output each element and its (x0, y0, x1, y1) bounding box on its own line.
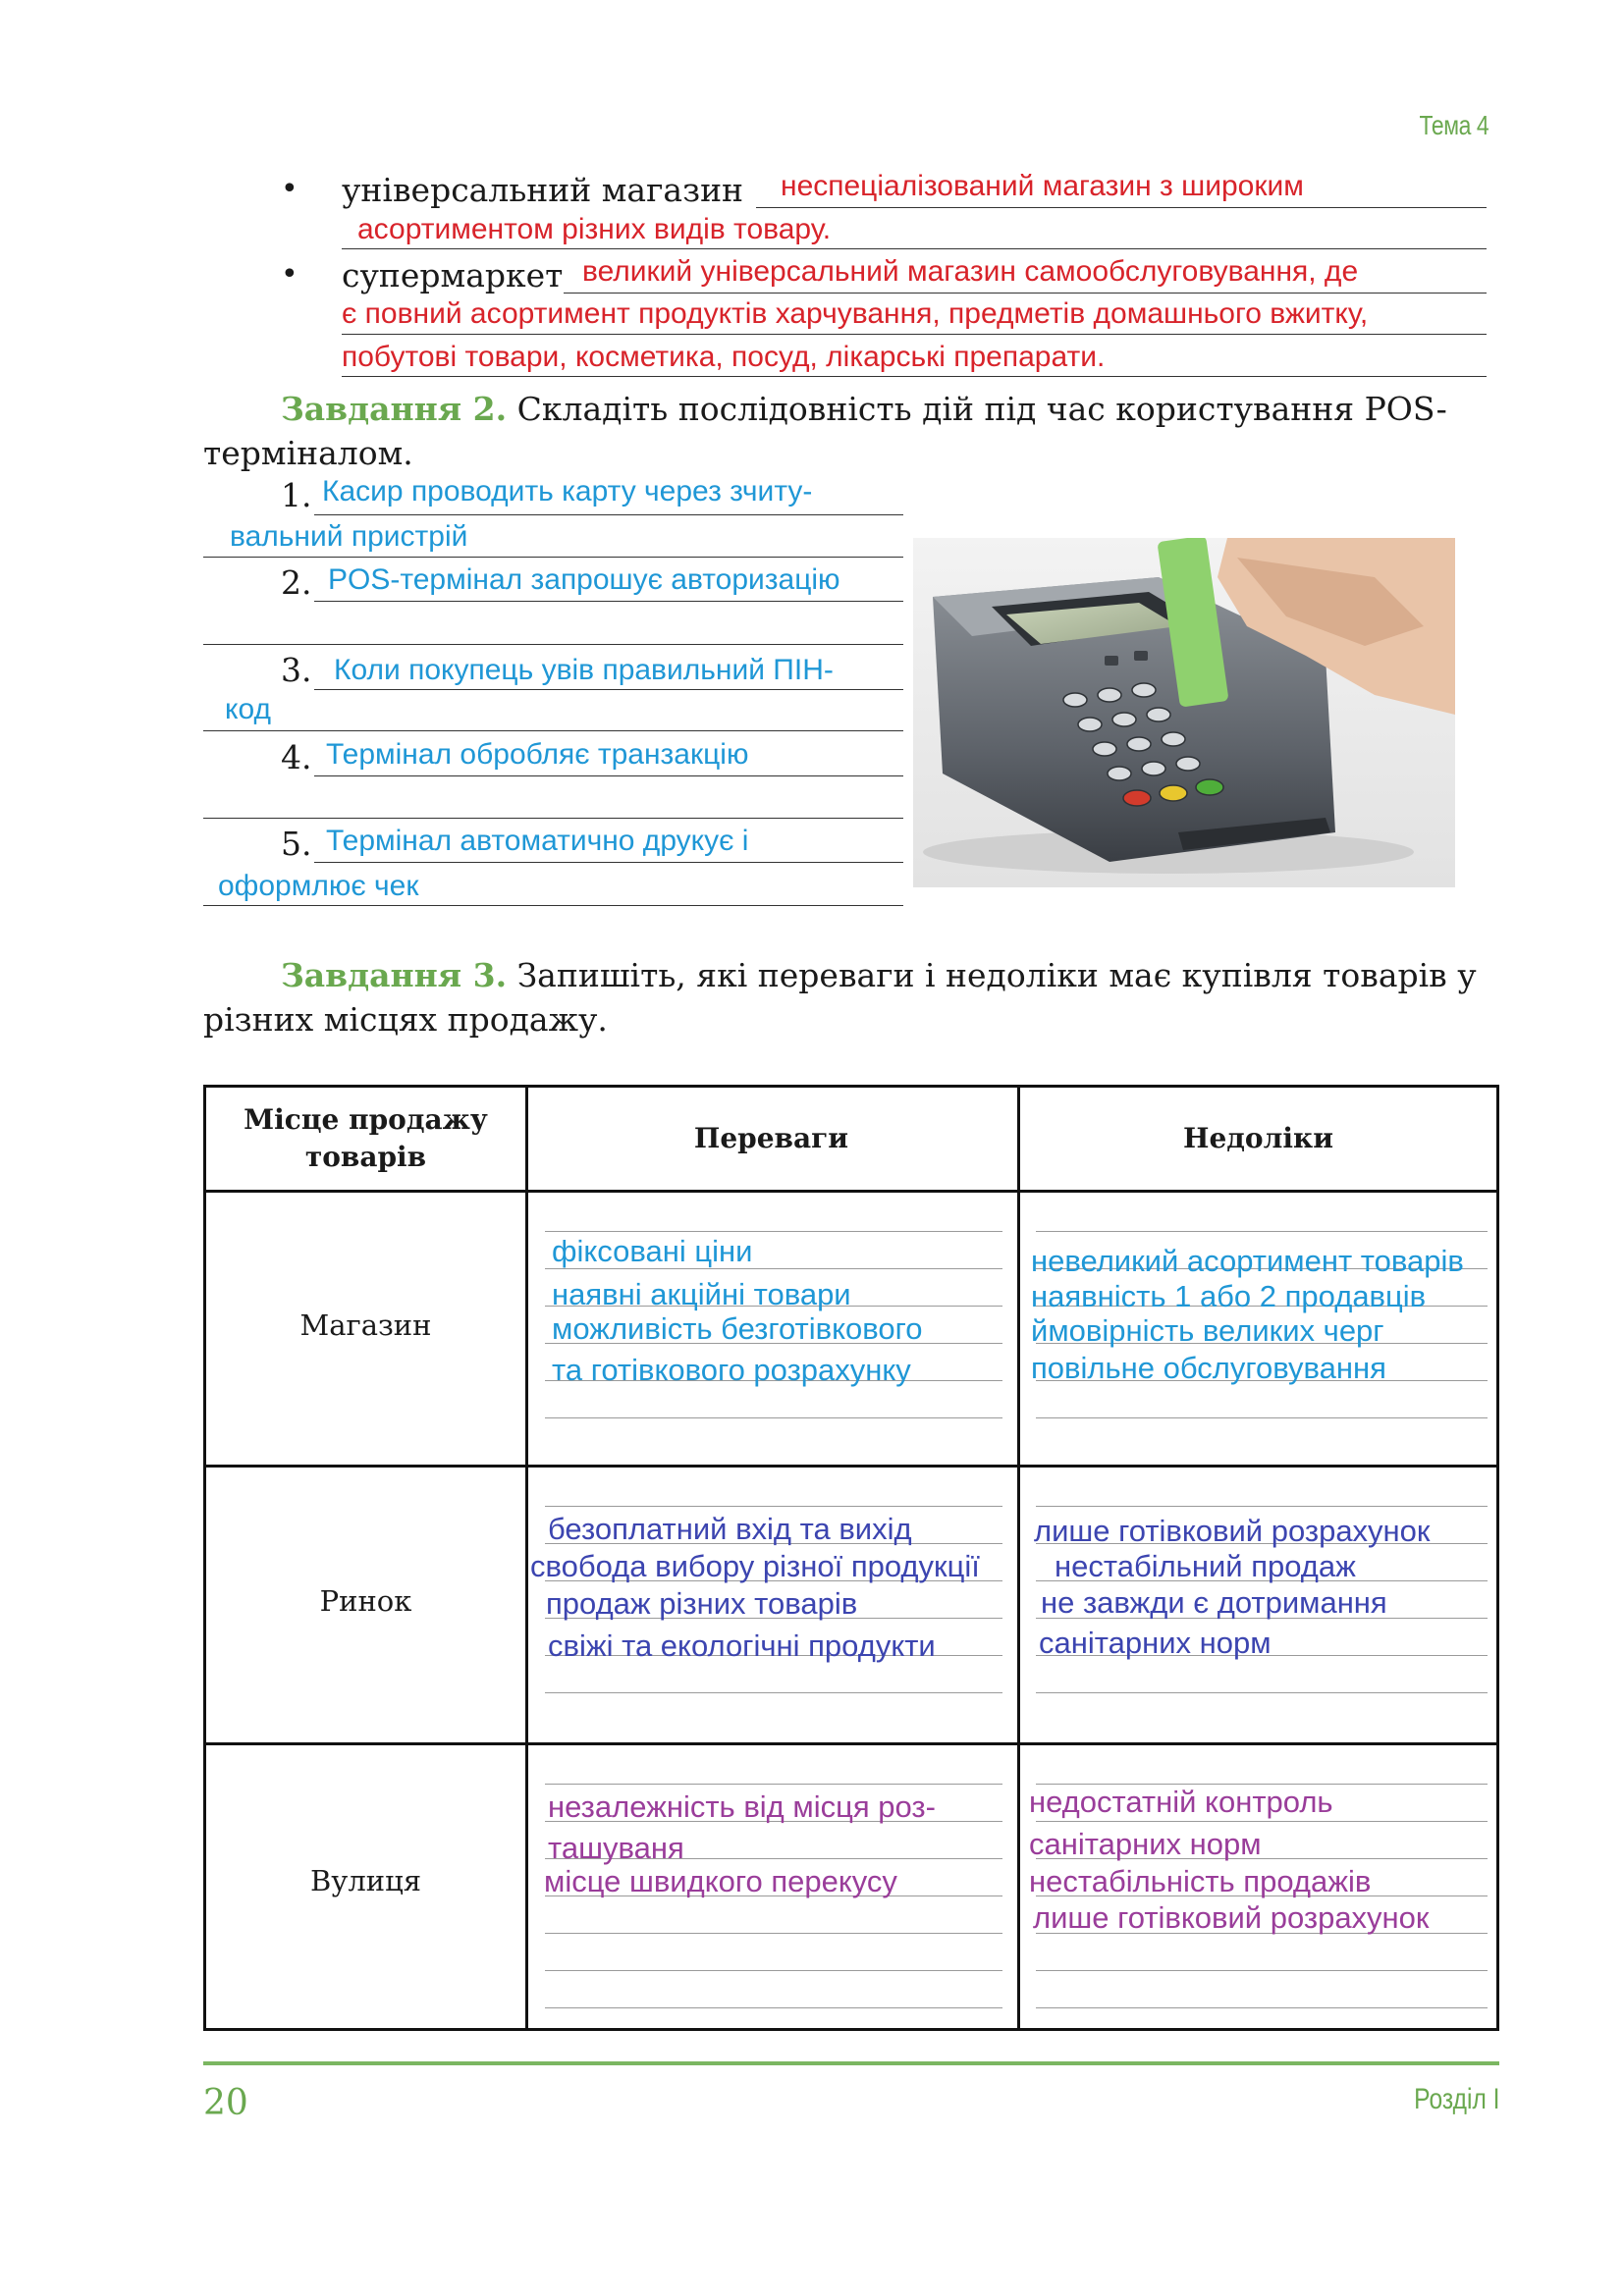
step-5-line-2: оформлює чек (218, 870, 419, 902)
table-divider (206, 1742, 1496, 1745)
answer-line (342, 376, 1487, 377)
task2-label: Завдання 2. (281, 390, 508, 428)
writing-line (1036, 1231, 1488, 1232)
step-1-line-2: вальний пристрій (230, 520, 468, 553)
task3-text (281, 954, 1498, 997)
store-disadvantage: наявність 1 або 2 продавців (1031, 1279, 1427, 1313)
store-advantage: можливість безготівкового (552, 1311, 923, 1346)
store-disadvantage: повільне обслуговування (1031, 1351, 1386, 1385)
street-advantage: місце швидкого перекусу (544, 1864, 897, 1898)
market-disadvantage: нестабільний продаж (1055, 1549, 1356, 1583)
table-divider (206, 1190, 1496, 1193)
writing-line (1036, 1417, 1488, 1418)
writing-line (1036, 1692, 1488, 1693)
task2-text (281, 388, 1498, 431)
section-label: Розділ I (1413, 2083, 1499, 2115)
task3-instruction: Запишіть, які переваги і недоліки має купівля товарів у (516, 956, 1477, 994)
header-disadvantages: Недоліки (1183, 1122, 1333, 1154)
task2-instruction: Складіть послідовність дій під час користування POS- (516, 390, 1447, 428)
answer-line (314, 514, 903, 515)
table-divider (1017, 1088, 1020, 2028)
bullet: • (281, 257, 298, 292)
task2-instruction-cont: терміналом. (203, 434, 413, 472)
step-3-line-1: Коли покупець увів правильний ПІН- (334, 654, 834, 686)
task3-label: Завдання 3. (281, 956, 508, 994)
answer-line (203, 905, 903, 906)
step-2-line-1: POS-термінал запрошує авторизацію (328, 563, 840, 596)
market-advantage: продаж різних товарів (546, 1586, 858, 1621)
header-place-line-2: товарів (304, 1141, 427, 1173)
store-advantage: та готівкового розрахунку (552, 1353, 911, 1387)
topic-label: Тема 4 (1419, 110, 1489, 140)
answer-line (203, 818, 903, 819)
step-5-line-1: Термінал автоматично друкує і (326, 825, 749, 857)
page-number: 20 (203, 2083, 248, 2123)
term-universal-store: універсальний магазин (342, 171, 744, 209)
answer-line (314, 601, 903, 602)
header-place (206, 1101, 525, 1176)
writing-line (545, 1506, 1002, 1507)
answer-supermarket-1: великий універсальний магазин самообслуговування, де (582, 255, 1359, 288)
market-disadvantage: лише готівковий розрахунок (1034, 1514, 1431, 1548)
market-disadvantage: санітарних норм (1039, 1626, 1272, 1660)
answer-line (314, 775, 903, 776)
row-label-store: Магазин (299, 1308, 432, 1342)
answer-universal-2: асортиментом різних видів товару. (357, 213, 832, 245)
answer-universal-1: неспеціалізований магазин з широким (781, 170, 1304, 202)
term-supermarket: супермаркет (342, 256, 564, 294)
comparison-table (203, 1085, 1499, 2031)
step-number: 1. (281, 476, 312, 514)
writing-line (1036, 1970, 1488, 1971)
street-advantage: ташуваня (548, 1831, 684, 1865)
writing-line (545, 1417, 1002, 1418)
writing-line (545, 1933, 1002, 1934)
store-disadvantage: ймовірність великих черг (1031, 1313, 1384, 1348)
step-number: 3. (281, 651, 312, 689)
row-label-street: Вулиця (309, 1864, 422, 1897)
market-disadvantage: не завжди є дотримання (1041, 1585, 1387, 1620)
step-1-line-1: Касир проводить карту через зчиту- (322, 475, 813, 507)
step-number: 5. (281, 825, 312, 863)
bullet: • (281, 172, 298, 206)
writing-line (1036, 2007, 1488, 2008)
answer-line (203, 644, 903, 645)
row-label-market: Ринок (319, 1584, 412, 1618)
footer-rule (203, 2061, 1499, 2065)
table-divider (525, 1088, 528, 2028)
header-place-line-1: Місце продажу (244, 1103, 488, 1136)
store-disadvantage: невеликий асортимент товарів (1031, 1244, 1464, 1278)
table-divider (206, 1465, 1496, 1468)
answer-line (314, 862, 903, 863)
writing-line (1036, 1506, 1488, 1507)
step-number: 2. (281, 563, 312, 602)
answer-line (314, 689, 903, 690)
writing-line (545, 1692, 1002, 1693)
writing-line (545, 1970, 1002, 1971)
header-advantages: Переваги (693, 1122, 849, 1154)
task3-instruction-cont: різних місцях продажу. (203, 1000, 608, 1039)
step-4-line-1: Термінал обробляє транзакцію (326, 738, 749, 771)
writing-line (1036, 1821, 1488, 1822)
street-advantage: незалежність від місця роз- (548, 1789, 936, 1824)
answer-line (342, 334, 1487, 335)
answer-supermarket-3: побутові товари, косметика, посуд, лікарські препарати. (342, 341, 1106, 373)
answer-line (564, 293, 1487, 294)
street-disadvantage: санітарних норм (1029, 1827, 1262, 1861)
store-advantage: наявні акційні товари (552, 1277, 851, 1311)
answer-line (203, 557, 903, 558)
writing-line (545, 1231, 1002, 1232)
writing-line (545, 1784, 1002, 1785)
writing-line (545, 2007, 1002, 2008)
answer-line (756, 207, 1487, 208)
step-3-line-2: код (225, 693, 271, 725)
pos-terminal-image (913, 538, 1455, 887)
answer-line (342, 248, 1487, 249)
market-advantage: свіжі та екологічні продукти (548, 1629, 936, 1663)
answer-supermarket-2: є повний асортимент продуктів харчування, предметів домашнього вжитку, (342, 297, 1369, 330)
market-advantage: безоплатний вхід та вихід (548, 1512, 912, 1546)
street-disadvantage: нестабільність продажів (1029, 1864, 1372, 1898)
market-advantage: свобода вибору різної продукції (530, 1549, 980, 1583)
store-advantage: фіксовані ціни (552, 1234, 753, 1268)
step-number: 4. (281, 738, 312, 776)
answer-line (203, 730, 903, 731)
street-disadvantage: лише готівковий розрахунок (1033, 1900, 1430, 1935)
street-disadvantage: недостатній контроль (1029, 1785, 1333, 1819)
